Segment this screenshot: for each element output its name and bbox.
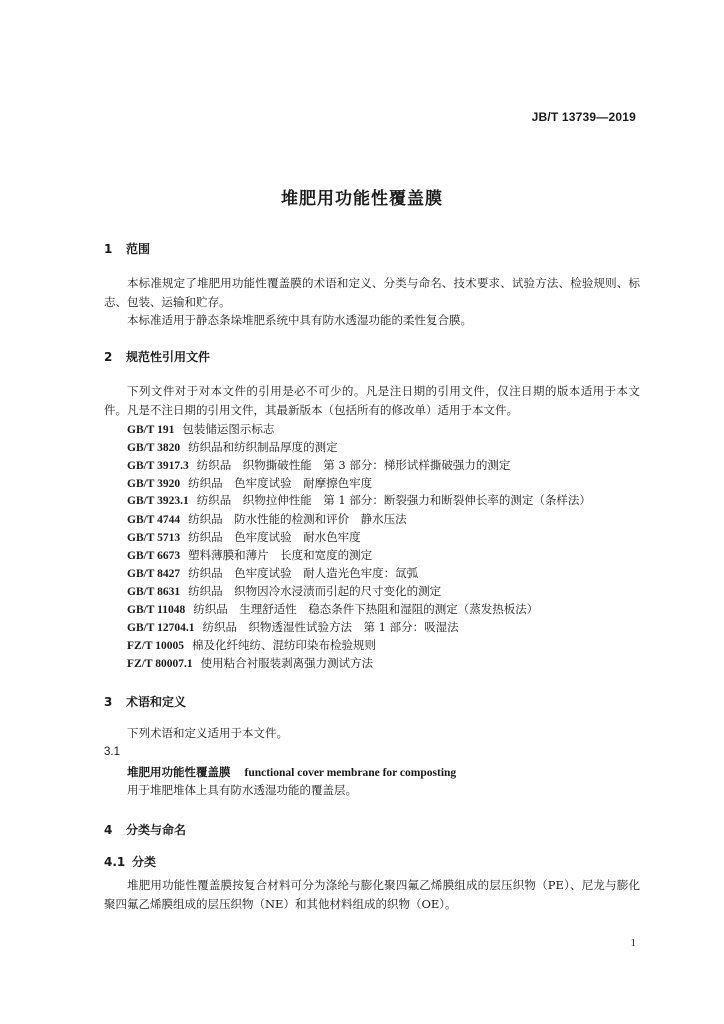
term-english: functional cover membrane for composting bbox=[244, 767, 457, 779]
paragraph: 堆肥用功能性覆盖膜按复合材料可分为涤纶与膨化聚四氟乙烯膜组成的层压织物（PE）、尼龙与膨化聚四氟乙烯膜组成的层压织物（NE）和其他材料组成的织物（OE）。 bbox=[104, 878, 640, 911]
standard-code: JB/T 13739—2019 bbox=[531, 110, 636, 124]
section-number: 3 bbox=[104, 695, 113, 709]
section-number: 1 bbox=[104, 242, 113, 256]
subsection-title: 分类 bbox=[132, 855, 157, 869]
term-entry bbox=[127, 764, 456, 780]
term-chinese: 堆肥用功能性覆盖膜 bbox=[127, 765, 231, 779]
reference-item: GB/T 3820 纺织品和纺织制品厚度的测定 bbox=[127, 440, 338, 454]
subsection-4-1-heading bbox=[104, 853, 156, 870]
reference-item: GB/T 3923.1 纺织品 织物拉伸性能 第 1 部分：断裂强力和断裂伸长率的测定（条样法） bbox=[127, 493, 591, 507]
reference-item: GB/T 11048 纺织品 生理舒适性 稳态条件下热阻和湿阻的测定（蒸发热板法） bbox=[127, 602, 539, 616]
section-2-heading bbox=[104, 348, 210, 365]
reference-item: FZ/T 80007.1 使用粘合衬服装剥离强力测试方法 bbox=[127, 656, 374, 670]
term-number: 3.1 bbox=[104, 746, 120, 758]
section-number: 4 bbox=[104, 823, 113, 837]
reference-item: GB/T 3920 纺织品 色牢度试验 耐摩擦色牢度 bbox=[127, 476, 373, 490]
reference-item: GB/T 12704.1 纺织品 织物透湿性试验方法 第 1 部分：吸湿法 bbox=[127, 620, 459, 634]
reference-item: GB/T 5713 纺织品 色牢度试验 耐水色牢度 bbox=[127, 530, 361, 544]
section-title: 范围 bbox=[126, 242, 151, 256]
reference-item: GB/T 6673 塑料薄膜和薄片 长度和宽度的测定 bbox=[127, 548, 373, 562]
section-title: 术语和定义 bbox=[126, 695, 187, 709]
section-number: 2 bbox=[104, 350, 113, 364]
page-number: 1 bbox=[630, 937, 636, 949]
reference-item: GB/T 8631 纺织品 织物因冷水浸渍而引起的尺寸变化的测定 bbox=[127, 584, 442, 598]
reference-item: GB/T 4744 纺织品 防水性能的检测和评价 静水压法 bbox=[127, 512, 407, 526]
reference-item: GB/T 191 包装储运图示标志 bbox=[127, 422, 275, 436]
section-3-heading bbox=[104, 693, 186, 710]
subsection-number: 4.1 bbox=[104, 855, 126, 869]
section-title: 分类与命名 bbox=[126, 823, 187, 837]
paragraph: 下列文件对于对本文件的引用是必不可少的。凡是注日期的引用文件，仅注日期的版本适用于本文件。凡是不注日期的引用文件，其最新版本（包括所有的修改单）适用于本文件。 bbox=[104, 384, 640, 417]
section-4-heading bbox=[104, 821, 186, 838]
reference-item: FZ/T 10005 棉及化纤纯纺、混纺印染布检验规则 bbox=[127, 638, 376, 652]
paragraph: 本标准规定了堆肥用功能性覆盖膜的术语和定义、分类与命名、技术要求、试验方法、检验规则、标志、包装、运输和贮存。 bbox=[104, 276, 640, 309]
paragraph: 本标准适用于静态条垛堆肥系统中具有防水透湿功能的柔性复合膜。 bbox=[127, 313, 472, 327]
term-definition: 用于堆肥堆体上具有防水透湿功能的覆盖层。 bbox=[127, 783, 357, 797]
section-title: 规范性引用文件 bbox=[126, 350, 211, 364]
paragraph: 下列术语和定义适用于本文件。 bbox=[127, 726, 288, 740]
section-1-heading bbox=[104, 240, 150, 257]
reference-item: GB/T 8427 纺织品 色牢度试验 耐人造光色牢度：氙弧 bbox=[127, 566, 419, 580]
reference-item: GB/T 3917.3 纺织品 织物撕破性能 第 3 部分：梯形试样撕破强力的测定 bbox=[127, 458, 511, 472]
document-title: 堆肥用功能性覆盖膜 bbox=[281, 189, 443, 209]
